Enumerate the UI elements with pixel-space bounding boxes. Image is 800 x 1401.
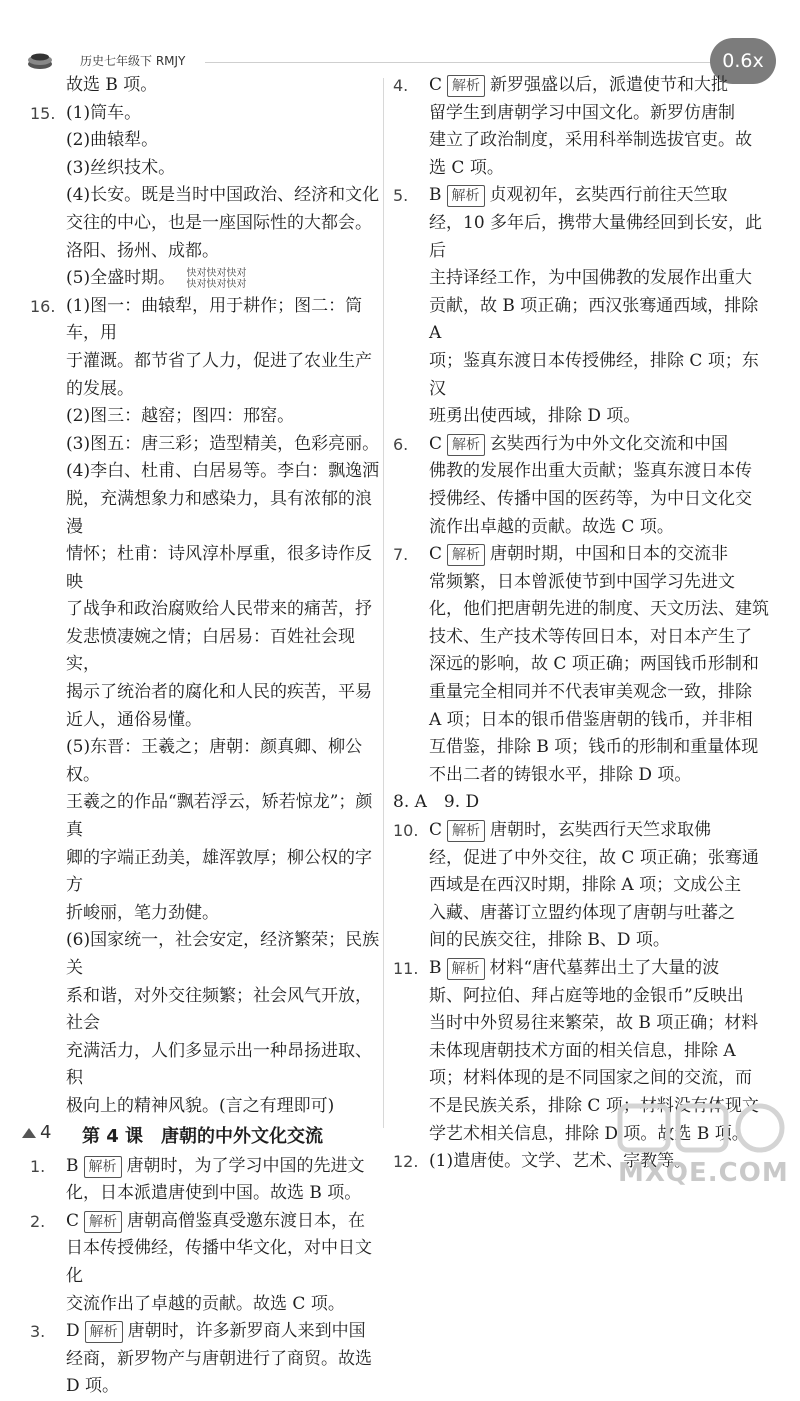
answer-line: 主持译经工作，为中国佛教的发展作出重大 [429,268,752,289]
answer-line [66,265,382,293]
analysis-tag: 解析 [84,1211,122,1233]
answer-choice: B [429,185,442,206]
question-number: 7. [393,545,409,565]
column-divider [383,78,384,1128]
answer-line: (5)东晋：王羲之；唐朝：颜真卿、柳公权。 [66,737,363,785]
answer-line: 折峻丽，笔力劲健。 [66,902,219,923]
question-number: 2. [30,1211,46,1231]
answer-line: 班勇出使西域，排除 D 项。 [429,406,641,427]
answer-line: 的发展。 [66,378,134,399]
answer-line: 选 C 项。 [429,157,504,178]
answer-line: 王羲之的作品“飘若浮云，矫若惊龙”；颜真 [66,792,373,841]
analysis-tag: 解析 [447,958,485,980]
answer-choice: D [66,1321,80,1342]
answer-line [429,817,771,845]
answer-line: 发悲愤凄婉之情；白居易：百姓社会现实， [66,626,355,675]
answer-line: 常频繁，日本曾派使节到中国学习先进文 [429,571,735,592]
answer-choice: C [429,433,443,454]
question-number: 11. [393,959,419,978]
question-10 [393,817,771,955]
answer-line [429,182,771,210]
answer-line: 化，他们把唐朝先进的制度、天文历法、建筑 [429,599,769,620]
question-number: 5. [393,186,409,206]
answer-line: 学艺术相关信息，排除 D 项。故选 B 项。 [429,1123,749,1144]
answer-line: 卿的字端正劲美，雄浑敦厚；柳公权的字方 [66,847,372,896]
answer-line: 互借鉴，排除 B 项；钱币的形制和重量体现 [429,737,759,758]
answer-line: 授佛经、传播中国的医药等，为中日文化交 [429,488,752,509]
answer-line [429,541,771,569]
answer-line [66,1153,382,1181]
answer-line: 情怀；杜甫：诗风淳朴厚重，很多诗作反映 [66,544,372,592]
answer-line: (2)曲辕犁。 [66,130,159,151]
header-rule [205,62,725,63]
answer-line: (2)图三：越窑；图四：邢窑。 [66,406,295,427]
playback-speed-badge[interactable]: 0.6x [710,38,776,84]
analysis-tag: 解析 [447,185,485,207]
right-column [393,72,771,1176]
answer-line: 系和谐，对外交往频繁；社会风气开放，社会 [66,985,372,1034]
answer-line: 深远的影响，故 C 项正确；两国钱币形制和 [429,654,759,675]
answer-line: 重量完全相同并不代表审美观念一致，排除 [429,682,752,703]
answer-text: 唐朝时期，中国和日本的交流非 [490,544,729,565]
small-note-line: 快对快对快对 [186,267,247,279]
answer-line [429,431,771,459]
question-number: 3. [30,1322,46,1342]
page-number [22,1122,51,1143]
answer-line: (4)李白、杜甫、白居易等。李白：飘逸洒 [66,461,380,482]
question-2 [30,1208,382,1318]
answer-line: 化，日本派遣唐使到中国。故选 B 项。 [66,1183,362,1204]
answer-line: (4)长安。既是当时中国政治、经济和文化 [66,185,380,206]
answer-text: 新罗强盛以后，派遣使节和大批 [490,75,729,95]
answer-line: (1)筒车。 [66,102,142,123]
left-column [30,72,382,1401]
question-4 [393,72,771,182]
answer-text: 玄奘西行为中外文化交流和中国 [490,433,729,454]
question-7 [393,541,771,789]
book-stack-icon [26,52,60,70]
answer-text: 贞观初年，玄奘西行前往天竺取 [489,185,728,206]
answer-line: 流作出卓越的贡献。故选 C 项。 [429,516,674,537]
answer-line: 不出二者的铸银水平，排除 D 项。 [429,764,692,785]
answer-line: 揭示了统治者的腐化和人民的疾苦，平易 [66,682,372,703]
answer-text: 材料“唐代墓葬出土了大量的波 [489,958,720,978]
question-number: 6. [393,434,409,454]
page-number-text: 4 [40,1122,52,1143]
answer-line: (1)遣唐使。文学、艺术、宗教等。 [429,1151,692,1172]
answer-line [66,1208,382,1236]
question-number: 12. [393,1152,419,1172]
answer-line: 入藏、唐蕃订立盟约体现了唐朝与吐蕃之 [429,902,735,923]
question-number: 16. [30,296,56,316]
analysis-tag: 解析 [447,75,485,97]
answer-line-8-9: 8. A 9. D [393,792,480,813]
answer-line: 于灌溉。都节省了人力，促进了农业生产 [66,350,372,371]
analysis-tag: 解析 [85,1321,123,1343]
answer-line [66,1318,382,1346]
answer-text: 唐朝时，玄奘西行天竺求取佛 [490,820,712,841]
answer-line: 留学生到唐朝学习中国文化。新罗仿唐制 [429,102,735,123]
answer-choice: B [429,958,442,978]
answer-line: 经商，新罗物产与唐朝进行了商贸。故选 [66,1348,372,1369]
page-marker-icon [22,1128,36,1138]
page-header [20,48,720,74]
question-1 [30,1153,382,1208]
answer-line: 极向上的精神风貌。(言之有理即可) [66,1095,335,1116]
question-number: 4. [393,76,409,95]
answer-line: 当时中外贸易往来繁荣，故 B 项正确；材料 [429,1013,759,1034]
answer-line: 脱，充满想象力和感染力，具有浓郁的浪漫 [66,488,372,537]
answer-line: 交往的中心，也是一座国际性的大都会。 [66,212,372,233]
answer-line: 日本传授佛经，传播中华文化，对中日文化 [66,1238,372,1286]
answer-line [429,955,771,983]
answer-line: 西域是在西汉时期，排除 A 项；文成公主 [429,875,742,896]
answer-line: 经，促进了中外交往，故 C 项正确；张骞通 [429,847,759,868]
answer-text: 唐朝时，为了学习中国的先进文 [126,1155,365,1176]
answer-line: 贡献，故 B 项正确；西汉张骞通西域，排除 A [429,295,759,344]
answer-line: (1)图一：曲辕犁，用于耕作；图二：筒车，用 [66,295,363,344]
answer-line: 了战争和政治腐败给人民带来的痛苦，抒 [66,599,372,620]
answer-line: 项；鉴真东渡日本传授佛经，排除 C 项；东汉 [429,350,759,399]
answer-text: (5)全盛时期。 [66,268,176,289]
watermark-text: MXQE.COM [618,1158,789,1188]
answer-text: 唐朝时，许多新罗商人来到中国 [127,1321,366,1342]
analysis-tag: 解析 [447,434,485,456]
analysis-tag: 解析 [447,544,485,566]
answer-line: 交流作出了卓越的贡献。故选 C 项。 [66,1293,345,1314]
analysis-tag: 解析 [447,820,485,842]
answer-line: 经，10 多年后，携带大量佛经回到长安，此后 [429,212,763,261]
question-15 [30,100,382,293]
question-16 [30,293,382,1121]
question-6 [393,431,771,541]
answer-line: 项；材料体现的是不同国家之间的交流，而 [429,1068,752,1089]
answer-line: (6)国家统一，社会安定，经济繁荣；民族关 [66,930,380,978]
answer-line: D 项。 [66,1376,120,1397]
question-5 [393,182,771,430]
answer-choice: B [66,1155,79,1176]
answer-line: 斯、阿拉伯、拜占庭等地的金银币”反映出 [429,985,744,1006]
analysis-tag: 解析 [84,1156,122,1178]
answer-choice: C [429,75,443,95]
answer-line: 洛阳、扬州、成都。 [66,240,219,261]
answer-line: A 项；日本的银币借鉴唐朝的钱币，并非相 [429,709,753,730]
answer-line: (3)丝织技术。 [66,157,176,178]
answer-choice: C [429,544,443,565]
answer-line: 近人，通俗易懂。 [66,709,202,730]
answer-line: 不是民族关系，排除 C 项；材料没有体现文 [429,1095,759,1116]
answer-choice: C [66,1210,80,1231]
answer-line: 间的民族交往，排除 B、D 项。 [429,930,670,951]
header-title: 历史七年级下 RMJY [80,54,186,68]
question-3 [30,1318,382,1401]
question-number: 1. [30,1156,46,1176]
answer-line: 充满活力，人们多显示出一种昂扬进取、积 [66,1040,372,1089]
answer-line: 故选 B 项。 [66,75,158,95]
answer-line: 未体现唐朝技术方面的相关信息，排除 A [429,1040,736,1061]
answer-line: (3)图五：唐三彩；造型精美，色彩亮丽。 [66,433,380,454]
small-note-line: 快对快对快对 [186,278,247,290]
answer-choice: C [429,820,443,841]
answer-line: 佛教的发展作出重大贡献；鉴真东渡日本传 [429,461,752,482]
question-number: 15. [30,103,56,123]
answer-text: 唐朝高僧鉴真受邀东渡日本，在 [127,1210,366,1231]
question-number: 10. [393,821,419,841]
answer-line: 技术、生产技术等传回日本，对日本产生了 [429,626,752,647]
small-note [187,268,247,290]
answer-line: 建立了政治制度，采用科举制选拔官吏。故 [429,130,752,151]
lesson-title: 第 4 课 唐朝的中外文化交流 [82,1125,324,1147]
answer-line [429,72,771,100]
